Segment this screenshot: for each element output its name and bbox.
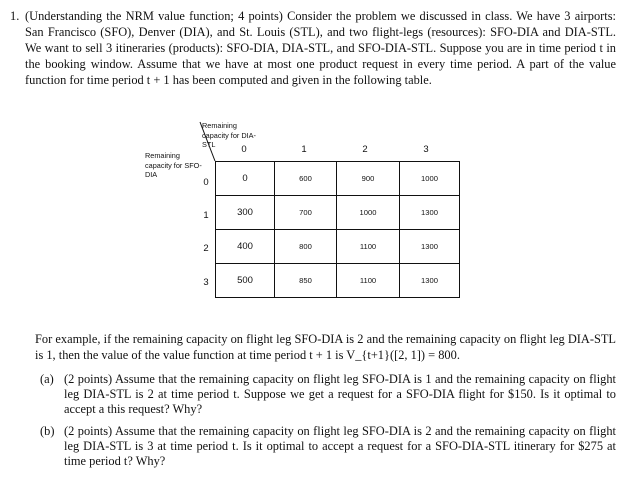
table-cell: 900: [337, 162, 400, 196]
table-cell: 1100: [337, 264, 400, 298]
value-function-table: [215, 161, 460, 298]
table-cell: 600: [275, 162, 337, 196]
part-b-tag: (b): [40, 424, 55, 438]
column-header: 1: [301, 144, 307, 155]
part-a-tag: (a): [40, 372, 54, 386]
table-cell: 1100: [337, 230, 400, 264]
problem-number: 1.: [10, 9, 20, 23]
problem-text: (Understanding the NRM value function; 4 points) Consider the problem we discussed in class. We have 3 airports: San Francisco (SFO), Denver (DIA), and St. Louis (STL), and two flight-legs (resources): SFO-DIA and DIA-STL. We want to sell 3 itineraries (products): SFO-DIA, DIA-STL, and SFO-DIA-STL. Suppose you are in time period t in the booking window. Assume that we have at most one product request in every time period. A part of the value function for time period t + 1 has been computed and given in the following table.: [25, 9, 616, 87]
table-row: [216, 196, 460, 230]
part-b: [40, 424, 616, 470]
column-header: 2: [362, 144, 368, 155]
column-header: 3: [423, 144, 429, 155]
table-cell: 1300: [400, 196, 460, 230]
table-cell: 1300: [400, 264, 460, 298]
table-cell: 0: [216, 162, 275, 196]
part-a-text: (2 points) Assume that the remaining capacity on flight leg SFO-DIA is 1 and the remaining capacity on flight leg DIA-STL is 2 at time period t. Suppose we get a request for a SFO-DIA flight for $150. Is it optimal to accept a this request? Why?: [64, 372, 616, 417]
table-cell: 1000: [400, 162, 460, 196]
row-axis-label: Remaining capacity for SFO-DIA: [145, 151, 202, 180]
table-cell: 400: [216, 230, 275, 264]
table-cell: 1000: [337, 196, 400, 230]
table-row: [216, 264, 460, 298]
table-cell: 700: [275, 196, 337, 230]
row-header: 3: [203, 277, 209, 288]
example-paragraph: For example, if the remaining capacity on flight leg SFO-DIA is 2 and the remaining capacity on flight leg DIA-STL is 1, then the value of the value function at time period t + 1 is V_{t+1}([2, 1]) = 800.: [35, 332, 616, 362]
table-cell: 800: [275, 230, 337, 264]
table-cell: 300: [216, 196, 275, 230]
column-axis-label: Remaining capacity for DIA-STL: [202, 121, 256, 150]
table-cell: 1300: [400, 230, 460, 264]
table-cell: 500: [216, 264, 275, 298]
row-header: 2: [203, 243, 209, 254]
row-header: 1: [203, 210, 209, 221]
row-header: 0: [203, 177, 209, 188]
table-cell: 850: [275, 264, 337, 298]
table-row: [216, 162, 460, 196]
table-row: [216, 230, 460, 264]
part-a: [40, 372, 616, 418]
column-header: 0: [241, 144, 247, 155]
part-b-text: (2 points) Assume that the remaining capacity on flight leg SFO-DIA is 2 and the remaining capacity on flight leg DIA-STL is 3 at time period t. Is it optimal to accept a request for a SFO-DIA-STL itinerary for $275 at time period t? Why?: [64, 424, 616, 469]
